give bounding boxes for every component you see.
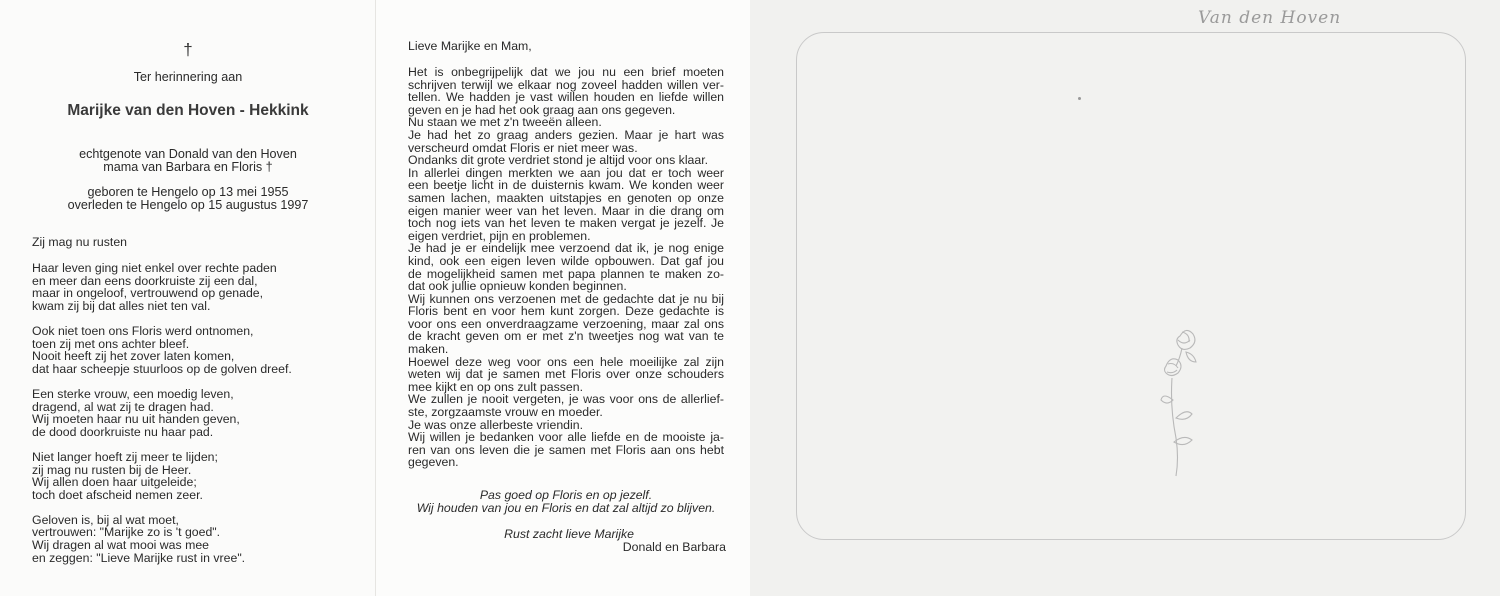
rest-line: Rust zacht lieve Marijke (504, 527, 634, 541)
letter-line: de kracht geven om er met z'n tweetjes nog wat van te (408, 329, 724, 344)
poem-line: Wij moeten haar nu uit handen geven, (32, 412, 240, 427)
poem-line: maar in ongeloof, vertrouwend op genade, (32, 286, 264, 301)
speck-mark (1078, 97, 1081, 100)
letter-line: voor ons een onverdraagzame verzoening, maar zal ons (408, 316, 724, 331)
closing-line-1: Pas goed op Floris en op jezelf. (479, 488, 653, 502)
letter-line: Je had je er eindelijk mee verzoend dat ik, je nog enige (408, 241, 724, 256)
poem-line: dragend, al wat zij te dragen had. (32, 399, 214, 414)
poem-line: de dood doorkruiste nu haar pad. (32, 424, 214, 439)
letter-line: We zullen je nooit vergeten, je was voor ons de allerlief- (408, 392, 724, 407)
poem-line: Haar leven ging niet enkel over rechte paden (32, 261, 277, 275)
poem-line: toen zij met ons achter bleef. (32, 336, 190, 351)
memorial-panel-left (0, 0, 376, 596)
letter-line: eigen manier weer van het leven. Maar in die drang om (408, 203, 724, 218)
poem-line: dat haar scheepje stuurloos op de golven dreef. (32, 361, 292, 376)
letter-line: mee kijkt en op ons zult passen. (408, 379, 583, 394)
letter-line: Wij kunnen ons verzoenen met de gedachte dat je nu bij (408, 291, 724, 306)
poem-line: toch doet afscheid nemen zeer. (32, 487, 203, 502)
letter-line: Wij willen je bedanken voor alle liefde en de mooiste ja- (408, 430, 724, 445)
closing-line-2: Wij houden van jou en Floris en dat zal altijd zo blijven. (416, 501, 716, 515)
poem-stanza (32, 325, 372, 375)
poem-title: Zij mag nu rusten (32, 235, 128, 249)
poem-line: vertrouwen: "Marijke zo is 't goed". (32, 525, 221, 540)
poem-stanza (32, 388, 372, 438)
letter-line: Je had het zo graag anders gezien. Maar je hart was (408, 127, 724, 142)
letter-greeting: Lieve Marijke en Mam, (408, 39, 532, 53)
letter-line: verscheurd omdat Floris er niet meer was. (408, 140, 638, 155)
letter-line: Floris bent en voor hem kunt zorgen. Deze gedachte is (408, 304, 724, 319)
letter-line: weten wij dat je samen met Floris over onze schouders (408, 367, 724, 382)
poem-line: Niet langer hoeft zij meer te lijden; (32, 449, 218, 464)
letter-body (408, 66, 724, 469)
cross-icon: † (183, 40, 193, 59)
poem-line: en meer dan eens doorkruiste zij een dal, (32, 273, 258, 288)
letter-line: samen lachen, maakten uitstapjes en genoten op onze (408, 190, 724, 205)
letter-line: eigen verdriet, pijn en problemen. (408, 228, 591, 243)
poem-line: kwam zij bij dat alles niet ten val. (32, 298, 211, 313)
poem-line: en zeggen: "Lieve Marijke rust in vree". (32, 550, 246, 565)
letter-line: een beetje licht in de duisternis kwam. We konden weer (408, 178, 724, 193)
poem-stanza (32, 262, 372, 312)
letter-line: Hoewel deze weg voor ons een hele moeilijke zal zijn (408, 354, 724, 369)
handwritten-name: Van den Hoven (1198, 8, 1342, 28)
poem-stanza (32, 514, 372, 564)
letter-line: tellen. We hadden je vast willen houden en liefde willen (408, 90, 724, 105)
decorative-frame (796, 32, 1466, 540)
mother-line: mama van Barbara en Floris † (103, 160, 273, 174)
poem-line: Een sterke vrouw, een moedig leven, (32, 386, 234, 401)
deceased-name: Marijke van den Hoven - Hekkink (67, 102, 309, 119)
poem-stanza (32, 451, 372, 501)
intro-text: Ter herinnering aan (133, 70, 243, 84)
letter-line: Nu staan we met z'n tweeën alleen. (408, 115, 602, 130)
poem-line: Wij allen doen haar uitgeleide; (32, 475, 197, 490)
letter-line: maken. (408, 342, 449, 357)
poem-line: Geloven is, bij al wat moet, (32, 512, 179, 527)
birth-line: geboren te Hengelo op 13 mei 1955 (87, 185, 289, 199)
rose-icon (1158, 322, 1206, 478)
poem-line: Ook niet toen ons Floris werd ontnomen, (32, 323, 254, 338)
letter-line: In allerlei dingen merkten we aan jou dat er toch weer (408, 165, 724, 180)
poem-line: Nooit heeft zij het zover laten komen, (32, 349, 235, 364)
letter-line: dat ook jullie opnieuw konden beginnen. (408, 279, 627, 294)
letter-line: gegeven. (408, 455, 459, 470)
poem-line: zij mag nu rusten bij de Heer. (32, 462, 192, 477)
letter-line: geven en je had het ook graag aan ons gegeven. (408, 102, 676, 117)
letter-line: ste, zorgzaamste vrouw en moeder. (408, 405, 603, 420)
letter-line: Ondanks dit grote verdriet stond je altijd voor ons klaar. (408, 153, 709, 168)
letter-line: ren van ons leven die je samen met Floris aan ons hebt (408, 442, 724, 457)
letter-line: de mogelijkheid samen met papa plannen te maken zo- (408, 266, 724, 281)
death-line: overleden te Hengelo op 15 augustus 1997 (67, 198, 309, 212)
poem (32, 262, 372, 577)
letter-line: Je was onze allerbeste vriendin. (408, 417, 583, 432)
letter-line: schrijven terwijl we elkaar nog zoveel hadden willen ver- (408, 77, 724, 92)
signature-line: Donald en Barbara (622, 540, 726, 554)
poem-line: Wij dragen al wat mooi was mee (32, 538, 210, 553)
letter-line: kind, ook een eigen leven wilde opbouwen. Dat gaf jou (408, 253, 724, 268)
letter-line: toch nog iets van het leven te maken vergat je jezelf. Je (408, 216, 724, 231)
spouse-line: echtgenote van Donald van den Hoven (79, 147, 297, 161)
letter-line: Het is onbegrijpelijk dat we jou nu een brief moeten (408, 65, 724, 79)
